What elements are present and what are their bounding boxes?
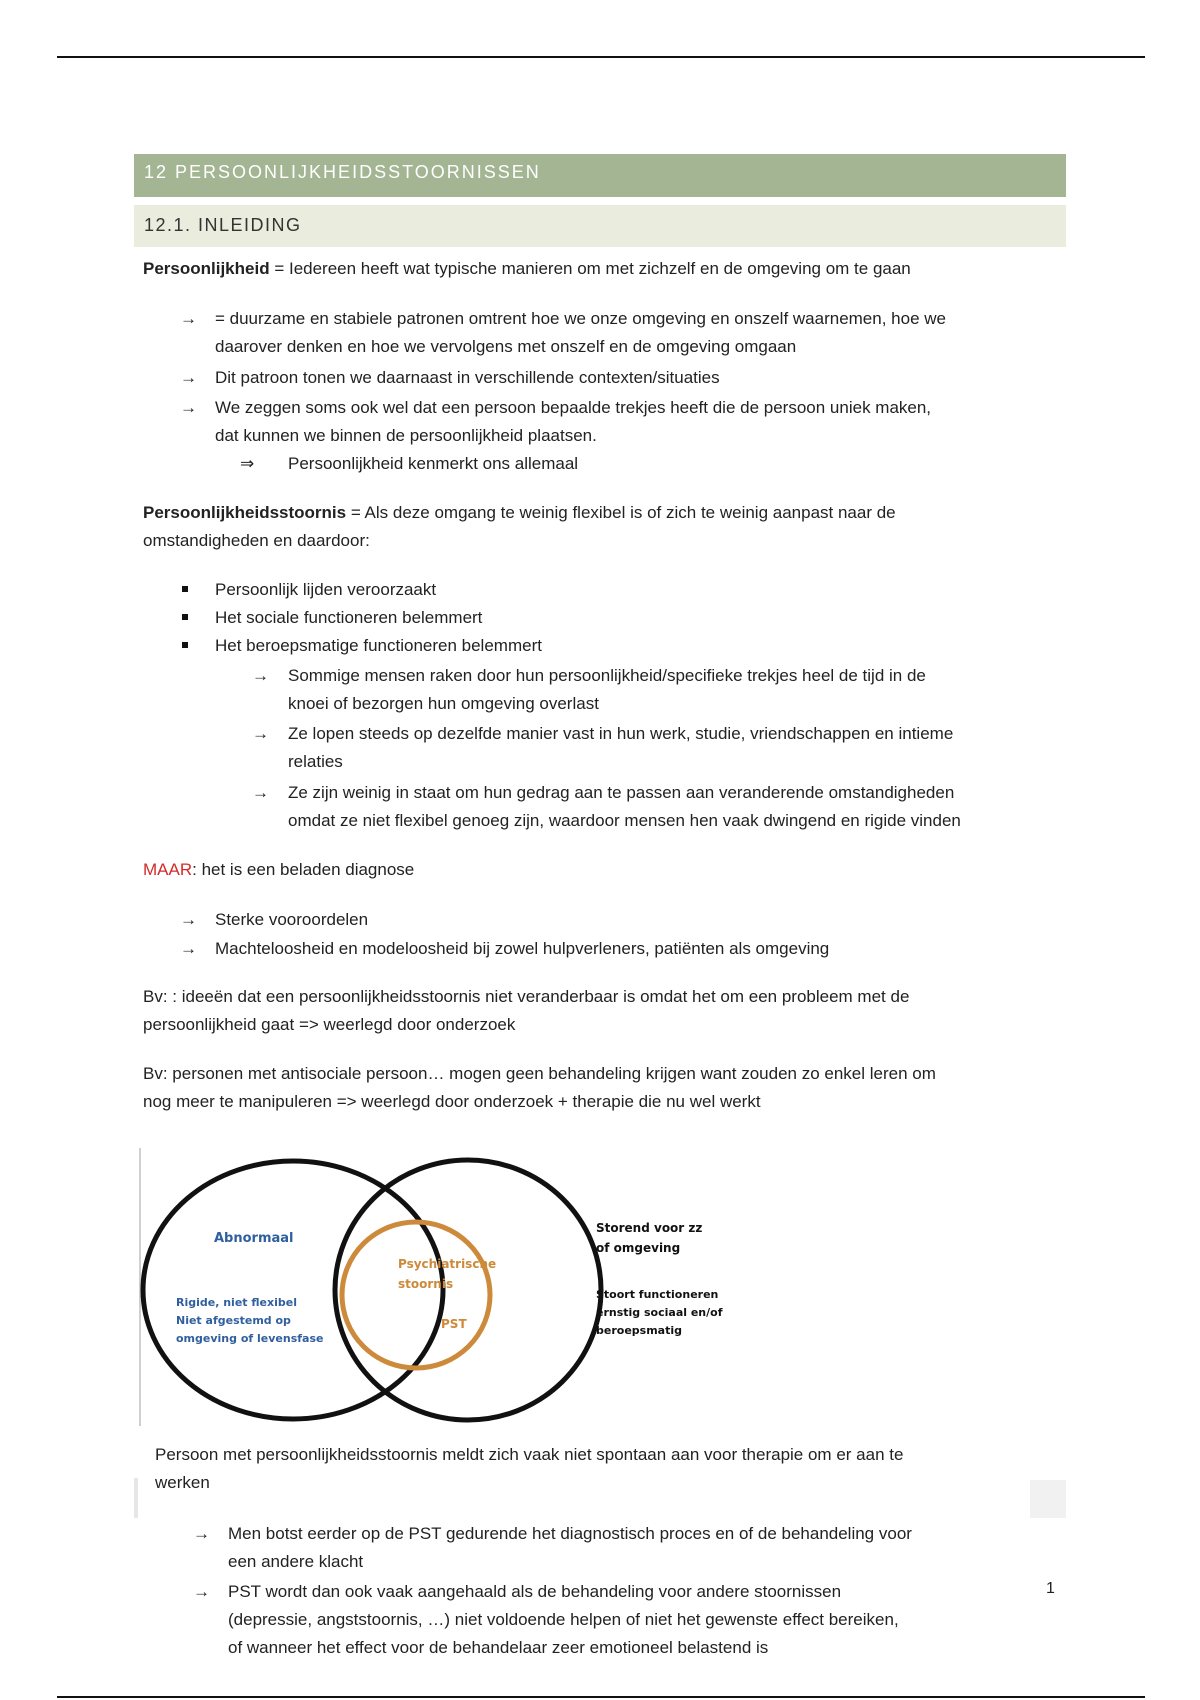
definition-text: = Iedereen heeft wat typische manieren om met zichzelf en de omgeving om te gaan — [269, 259, 911, 278]
right-desc-line: beroepsmatig — [596, 1324, 682, 1337]
bullet-square-icon — [182, 642, 188, 648]
left-desc-line: omgeving of levensfase — [176, 1332, 324, 1345]
inner-title-line: Psychiatrische — [398, 1257, 497, 1271]
point-line: PST wordt dan ook vaak aangehaald als de behandeling voor andere stoornissen — [228, 1582, 842, 1601]
left-title: Abnormaal — [214, 1231, 294, 1246]
arrow-icon: → — [180, 939, 197, 958]
right-desc-line: ernstig sociaal en/of — [596, 1306, 723, 1319]
bullet-square-icon — [182, 614, 188, 620]
arrow-icon: → — [180, 398, 197, 417]
term-persoonlijkheidsstoornis: Persoonlijkheidsstoornis — [143, 503, 347, 522]
venn-circle-pst — [342, 1222, 490, 1368]
sub-point-line: Sommige mensen raken door hun persoonlijkheid/specifieke trekjes heel de tijd in de — [288, 666, 926, 685]
term-persoonlijkheid: Persoonlijkheid — [143, 259, 270, 278]
venn-circle-storend — [335, 1160, 601, 1420]
maar-line — [143, 856, 414, 884]
example-line: Bv: : ideeën dat een persoonlijkheidsstoornis niet veranderbaar is omdat het om een probleem met de — [143, 987, 910, 1006]
bottom-rule — [57, 1696, 1145, 1698]
definition-persoonlijkheid — [143, 255, 911, 283]
maar-text: : het is een beladen diagnose — [192, 860, 415, 879]
point-line: We zeggen soms ook wel dat een persoon bepaalde trekjes heeft die de persoon uniek maken, — [215, 398, 932, 417]
left-desc-line: Rigide, niet flexibel — [176, 1296, 297, 1309]
sub-point-line: Persoonlijkheid kenmerkt ons allemaal — [288, 454, 579, 473]
point-line: daarover denken en hoe we vervolgens met onszelf en de omgeving omgaan — [215, 337, 797, 356]
top-rule — [57, 56, 1145, 58]
sub-point-line: Ze zijn weinig in staat om hun gedrag aan te passen aan veranderende omstandigheden — [288, 783, 955, 802]
right-desc-line: Stoort functioneren — [596, 1288, 719, 1301]
example-line: Bv: personen met antisociale persoon… mogen geen behandeling krijgen want zouden zo enkel leren om — [143, 1064, 936, 1083]
arrow-icon: → — [193, 1582, 210, 1601]
margin-box — [1030, 1480, 1066, 1518]
definition-text: = Als deze omgang te weinig flexibel is of zich te weinig aanpast naar de — [346, 503, 896, 522]
venn-diagram — [138, 1148, 808, 1428]
point-line: Machteloosheid en modeloosheid bij zowel hulpverleners, patiënten als omgeving — [215, 939, 830, 958]
right-title-line: Storend voor zz — [596, 1221, 703, 1235]
point-line: (depressie, angststoornis, …) niet voldoende helpen of niet het gewenste effect bereiken, — [228, 1610, 899, 1629]
arrow-icon: → — [180, 910, 197, 929]
left-desc-line: Niet afgestemd op — [176, 1314, 291, 1327]
bullet-item: Het beroepsmatige functioneren belemmert — [215, 636, 542, 655]
double-arrow-icon: ⇒ — [240, 454, 255, 473]
maar-label: MAAR — [143, 860, 193, 879]
chapter-heading: 12 PERSOONLIJKHEIDSSTOORNISSEN — [134, 154, 1066, 197]
margin-bar — [134, 1478, 138, 1518]
arrow-icon: → — [252, 724, 269, 743]
point-line: = duurzame en stabiele patronen omtrent hoe we onze omgeving en onszelf waarnemen, hoe we — [215, 309, 946, 328]
inner-title-line: stoornis — [398, 1277, 454, 1291]
sub-point-line: omdat ze niet flexibel genoeg zijn, waardoor mensen hen vaak dwingend en rigide vinden — [288, 811, 961, 830]
point-line: Men botst eerder op de PST gedurende het diagnostisch proces en of de behandeling voor — [228, 1524, 912, 1543]
bullet-item: Het sociale functioneren belemmert — [215, 608, 483, 627]
paragraph-line: Persoon met persoonlijkheidsstoornis meldt zich vaak niet spontaan aan voor therapie om er aan te — [155, 1445, 904, 1464]
bullet-square-icon — [182, 586, 188, 592]
paragraph-line: werken — [155, 1473, 210, 1492]
arrow-icon: → — [180, 368, 197, 387]
section-heading: 12.1. INLEIDING — [134, 205, 1066, 247]
point-line: dat kunnen we binnen de persoonlijkheid plaatsen. — [215, 426, 597, 445]
sub-point-line: relaties — [288, 752, 343, 771]
example-line: persoonlijkheid gaat => weerlegd door onderzoek — [143, 1015, 516, 1034]
point-line: of wanneer het effect voor de behandelaar zeer emotioneel belastend is — [228, 1638, 769, 1657]
point-line: Dit patroon tonen we daarnaast in verschillende contexten/situaties — [215, 368, 720, 387]
bullet-item: Persoonlijk lijden veroorzaakt — [215, 580, 437, 599]
point-line: Sterke vooroordelen — [215, 910, 369, 929]
right-title-line: of omgeving — [596, 1241, 681, 1255]
definition-text: omstandigheden en daardoor: — [143, 531, 370, 550]
example-line: nog meer te manipuleren => weerlegd door onderzoek + therapie die nu wel werkt — [143, 1092, 761, 1111]
arrow-icon: → — [252, 666, 269, 685]
sub-point-line: knoei of bezorgen hun omgeving overlast — [288, 694, 599, 713]
arrow-icon: → — [180, 309, 197, 328]
inner-label: PST — [441, 1317, 467, 1331]
arrow-icon: → — [193, 1524, 210, 1543]
definition-persoonlijkheidsstoornis — [143, 499, 896, 527]
sub-point-line: Ze lopen steeds op dezelfde manier vast in hun werk, studie, vriendschappen en intieme — [288, 724, 954, 743]
page-number: 1 — [1046, 1580, 1055, 1597]
arrow-icon: → — [252, 783, 269, 802]
point-line: een andere klacht — [228, 1552, 364, 1571]
